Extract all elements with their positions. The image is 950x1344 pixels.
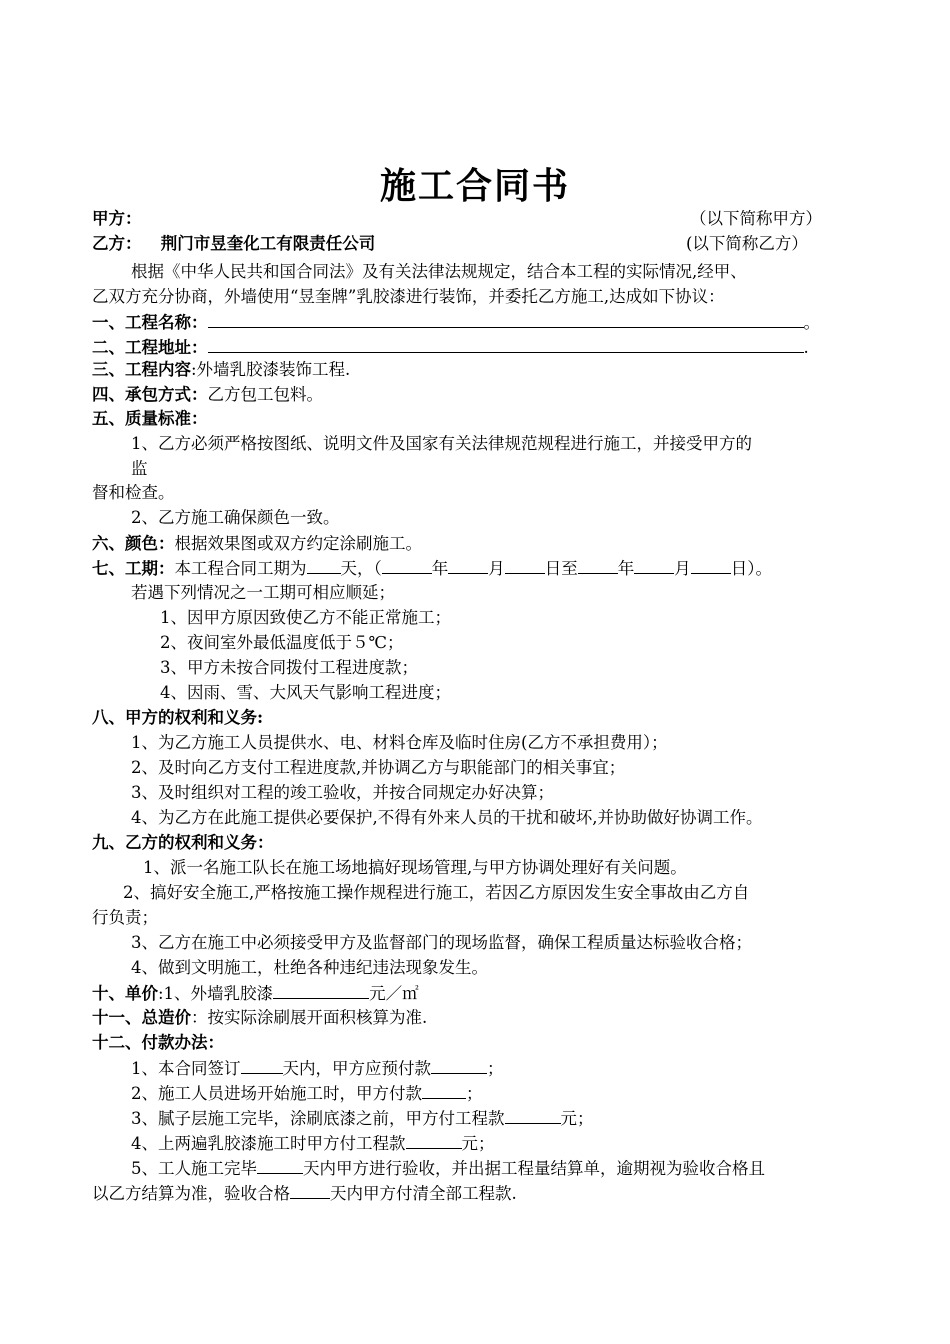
payment-item-5-cont: 以乙方结算为准，验收合格 天内甲方付清全部工程款. xyxy=(92,1184,517,1203)
payment-item-1: 1、本合同签订 天内，甲方应预付款 ； xyxy=(131,1059,504,1078)
project-name-blank xyxy=(208,311,804,328)
section-2: 二、工程地址： . xyxy=(92,338,809,357)
section-7-item: 2、夜间室外最低温度低于５℃； xyxy=(160,633,404,652)
section-12-heading: 十二、付款办法： xyxy=(92,1033,224,1052)
end-month-blank xyxy=(634,557,674,574)
section-9-item-1: 1、派一名施工队长在施工场地搞好现场管理,与甲方协调处理好有关问题。 xyxy=(143,858,687,877)
section-9-item-2-cont: 行负责； xyxy=(92,908,158,927)
section-8-heading: 八、甲方的权利和义务: xyxy=(92,708,264,727)
section-5-item-1-cont: 督和检查。 xyxy=(92,483,175,502)
section-8-item: 4、为乙方在此施工提供必要保护,不得有外来人员的干扰和破坏,并协助做好协调工作。 xyxy=(131,808,763,827)
section-7-item: 3、甲方未按合同拨付工程进度款； xyxy=(160,658,418,677)
section-7-condition: 若遇下列情况之一工期可相应顺延； xyxy=(131,583,395,602)
section-3: 三、工程内容:外墙乳胶漆装饰工程. xyxy=(92,360,351,379)
section-3-heading: 三、工程内容 xyxy=(92,360,191,379)
prepay-amount-blank xyxy=(431,1057,487,1074)
section-1: 一、工程名称： 。 xyxy=(92,313,820,332)
section-9-item-4: 4、做到文明施工，杜绝各种违纪违法现象发生。 xyxy=(131,958,488,977)
intro-line-2: 乙双方充分协商，外墙使用“昱奎牌”乳胶漆进行装饰，并委托乙方施工,达成如下协议： xyxy=(92,287,725,306)
section-4-heading: 四、承包方式： xyxy=(92,385,208,404)
section-5-item-1: 1、乙方必须严格按图纸、说明文件及国家有关法律规范规程进行施工，并接受甲方的 xyxy=(131,434,752,453)
section-1-heading: 一、工程名称： xyxy=(92,313,208,332)
start-payment-blank xyxy=(422,1082,466,1099)
project-address-blank xyxy=(208,336,804,353)
section-10: 十、单价:1、外墙乳胶漆 元／㎡ xyxy=(92,984,419,1003)
unit-price-blank xyxy=(273,982,369,999)
payment-item-3: 3、腻子层施工完毕，涂刷底漆之前，甲方付工程款 元； xyxy=(131,1109,594,1128)
payment-item-2: 2、施工人员进场开始施工时，甲方付款 ； xyxy=(131,1084,483,1103)
paint-payment-blank xyxy=(406,1132,462,1149)
party-b-note: (以下简称乙方） xyxy=(686,234,808,253)
section-2-heading: 二、工程地址： xyxy=(92,338,208,357)
intro-line-1: 根据《中华人民共和国合同法》及有关法律法规规定，结合本工程的实际情况,经甲、 xyxy=(131,262,747,281)
section-4: 四、承包方式：乙方包工包料。 xyxy=(92,385,323,404)
section-9-item-2: 2、搞好安全施工,严格按施工操作规程进行施工，若因乙方原因发生安全事故由乙方自 xyxy=(123,883,750,902)
section-5-item-1-wrap: 监 xyxy=(131,459,148,478)
section-5-heading: 五、质量标准： xyxy=(92,409,208,428)
payment-item-4: 4、上两遍乳胶漆施工时甲方付工程款 元； xyxy=(131,1134,495,1153)
section-7-heading: 七、工期： xyxy=(92,559,175,578)
section-6: 六、颜色：根据效果图或双方约定涂刷施工。 xyxy=(92,534,422,553)
end-year-blank xyxy=(578,557,618,574)
party-b-line xyxy=(92,233,375,255)
section-9-heading: 九、乙方的权利和义务： xyxy=(92,833,274,852)
section-7-item: 4、因雨、雪、大风天气影响工程进度； xyxy=(160,683,451,702)
end-day-blank xyxy=(691,557,731,574)
primer-payment-blank xyxy=(505,1107,561,1124)
duration-blank xyxy=(307,557,341,574)
party-a-note: （以下简称甲方） xyxy=(690,209,822,228)
section-11-heading: 十一、总造价 xyxy=(92,1008,191,1027)
party-a-label: 甲方： xyxy=(92,209,142,228)
section-10-heading: 十、单价 xyxy=(92,984,158,1003)
prepay-days-blank xyxy=(241,1057,283,1074)
document-title: 施工合同书 xyxy=(379,165,570,207)
section-8-item: 1、为乙方施工人员提供水、电、材料仓库及临时住房(乙方不承担费用）； xyxy=(131,733,668,752)
start-month-blank xyxy=(448,557,488,574)
section-5-item-2: 2、乙方施工确保颜色一致。 xyxy=(131,508,340,527)
section-8-item: 2、及时向乙方支付工程进度款,并协调乙方与职能部门的相关事宜； xyxy=(131,758,626,777)
section-6-heading: 六、颜色： xyxy=(92,534,175,553)
section-9-item-3: 3、乙方在施工中必须接受甲方及监督部门的现场监督，确保工程质量达标验收合格； xyxy=(131,933,752,952)
party-b-label: 乙方： xyxy=(92,234,142,253)
section-8-item: 3、及时组织对工程的竣工验收，并按合同规定办好决算； xyxy=(131,783,554,802)
section-7-item: 1、因甲方原因致使乙方不能正常施工； xyxy=(160,608,451,627)
party-b-name: 荆门市昱奎化工有限责任公司 xyxy=(160,234,376,253)
payment-item-5: 5、工人施工完毕 天内甲方进行验收，并出据工程量结算单，逾期视为验收合格且 xyxy=(131,1159,765,1178)
section-7: 七、工期：本工程合同工期为 天，（ 年 月 日至 年 月 日）。 xyxy=(92,559,772,578)
acceptance-days-blank xyxy=(257,1157,303,1174)
start-year-blank xyxy=(382,557,432,574)
section-11: 十一、总造价：按实际涂刷展开面积核算为准. xyxy=(92,1008,428,1027)
final-payment-days-blank xyxy=(290,1182,330,1199)
start-day-blank xyxy=(505,557,545,574)
